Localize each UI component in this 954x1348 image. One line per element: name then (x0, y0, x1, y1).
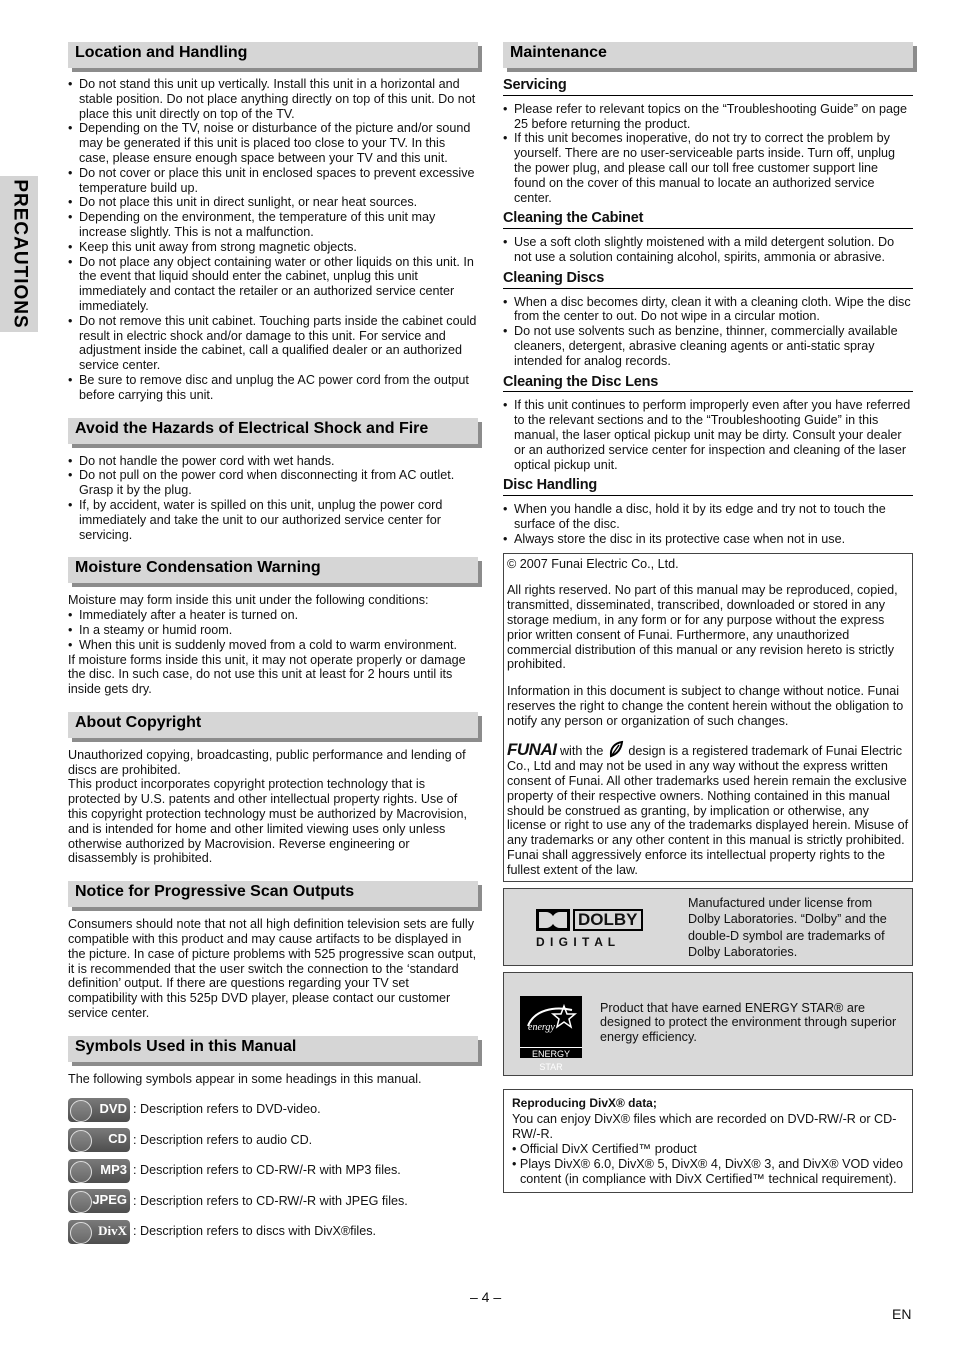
list-item: • Do not remove this unit cabinet. Touching parts inside the cabinet could result in electric shock and/or damage to this unit. For service and adjustment inside the cabinet, call a qualified dealer or an authorized service center. (68, 314, 478, 373)
divx-badge-icon: DivX (68, 1220, 130, 1244)
double-d-icon (536, 909, 570, 931)
page-number: – 4 – (470, 1289, 502, 1305)
list-item: • In a steamy or humid room. (68, 623, 478, 638)
list-item: • When you handle a disc, hold it by its edge and try not to touch the surface of the disc. (503, 502, 913, 532)
dvd-badge-icon: DVD (68, 1098, 130, 1122)
list-item: • If, by accident, water is spilled on this unit, unplug the power cord immediately and take the unit to our authorized service center for servicing. (68, 498, 478, 542)
list-item: • Keep this unit away from strong magnetic objects. (68, 240, 478, 255)
subheading-lens: Cleaning the Disc Lens (503, 375, 913, 393)
left-column (68, 42, 478, 1247)
legal-para3: FUNAI with the design is a registered trademark of Funai Electric Co., Ltd and may not be used in any way without the express written consent of Funai. All other trademarks used herein remain the exclusive property of their respective owners. Nothing contained in this manual should be construed as granting, by implication or otherwise, any license or right to use any of the trademarks displayed herein. Misuse of any trademarks or any other content in this manual is strictly prohibited. Funai shall aggressively enforce its intellectual property rights to the fullest extent of the law. (507, 740, 909, 877)
energy-star-logo: energy ENERGY STAR (520, 996, 582, 1058)
dolby-logo: DOLBY D I G I T A L (536, 909, 651, 950)
energy-text: Product that have earned ENERGY STAR® are designed to protect the environment through superior energy efficiency. (600, 1000, 897, 1045)
symbol-row-mp3: MP3 : Description refers to CD-RW/-R with MP3 files. (68, 1156, 478, 1187)
list-item: • When a disc becomes dirty, clean it with a cleaning cloth. Wipe the disc from the center to out. Do not wipe in a circular motion. (503, 295, 913, 325)
svg-text:energy: energy (528, 1021, 555, 1033)
list-item: • Immediately after a heater is turned on. (68, 608, 478, 623)
symbol-row-jpeg: JPEG : Description refers to CD-RW/-R with JPEG files. (68, 1186, 478, 1217)
side-tab-label: PRECAUTIONS (9, 179, 31, 329)
list-item: • Use a soft cloth slightly moistened with a mild detergent solution. Do not use a solution containing alcohol, spirits, ammonia or abrasive. (503, 235, 913, 265)
list-item: • Always store the disc in its protective case when not in use. (503, 532, 913, 547)
list-item: • Do not handle the power cord with wet hands. (68, 454, 478, 469)
subheading-discs: Cleaning Discs (503, 271, 913, 289)
section-header-moisture: Moisture Condensation Warning (68, 557, 478, 583)
mp3-badge-icon: MP3 (68, 1159, 130, 1183)
subheading-cabinet: Cleaning the Cabinet (503, 211, 913, 229)
lens-list (503, 398, 913, 472)
progressive-text: Consumers should note that not all high definition television sets are fully compatible with this product and may cause artifacts to be displayed in the picture. In case of picture problems with 525 progressive scan output, it is recommended that the user switch the connection to the ‘standard definition’ output. If there are questions regarding your TV set compatibility with this 525p DVD player, please contact our customer service center. (68, 917, 477, 1021)
servicing-list (503, 102, 913, 206)
section-header-hazards: Avoid the Hazards of Electrical Shock and Fire (68, 418, 478, 444)
cabinet-list (503, 235, 913, 265)
energy-box (503, 972, 913, 1076)
divx-title: Reproducing DivX® data; (512, 1095, 657, 1110)
moisture-outro: If moisture forms inside this unit, it may not operate properly or damage the disc. In such case, do not use this unit at least for 2 hours until its inside gets dry. (68, 652, 466, 697)
dolby-box (503, 888, 913, 966)
funai-logo: FUNAI (507, 740, 557, 760)
handling-list (503, 502, 913, 546)
moisture-intro: Moisture may form inside this unit under the following conditions: (68, 593, 429, 608)
legal-box (503, 553, 913, 882)
subheading-servicing: Servicing (503, 78, 913, 96)
divx-intro: You can enjoy DivX® files which are recorded on DVD-RW/-R or CD-RW/-R. (512, 1112, 897, 1142)
energy-star-icon (520, 996, 582, 1044)
symbols-list (68, 1095, 478, 1248)
divx-item: • Plays DivX® 6.0, DivX® 5, DivX® 4, DivX® 3, and DivX® VOD video content (in compliance with DivX Certified™ technical requirement). (512, 1156, 903, 1186)
section-header-maintenance: Maintenance (503, 42, 913, 68)
list-item: • Depending on the TV, noise or disturbance of the picture and/or sound may be generated if this unit is placed too close to your TV. In this case, please ensure enough space between your TV and this unit. (68, 121, 478, 165)
subheading-handling: Disc Handling (503, 478, 913, 496)
divx-item: • Official DivX Certified™ product (512, 1142, 697, 1157)
section-header-symbols: Symbols Used in this Manual (68, 1036, 478, 1062)
jpeg-badge-icon: JPEG (68, 1189, 130, 1213)
legal-with-the: with the (559, 744, 604, 759)
symbol-row-cd: CD : Description refers to audio CD. (68, 1125, 478, 1156)
list-item: • Please refer to relevant topics on the “Troubleshooting Guide” on page 25 before returning the product. (503, 102, 913, 132)
legal-para1: All rights reserved. No part of this manual may be reproduced, copied, transmitted, disseminated, transcribed, downloaded or stored in any storage medium, in any form or for any purpose without the express prior written consent of Funai. Furthermore, any unauthorized commercial distribution of this manual or any revision hereto is strictly prohibited. (507, 583, 898, 672)
discs-list (503, 295, 913, 369)
list-item: • Do not place this unit in direct sunlight, or near heat sources. (68, 195, 478, 210)
legal-line1: © 2007 Funai Electric Co., Ltd. (507, 556, 679, 571)
list-item: • Do not stand this unit up vertically. Install this unit in a horizontal and stable position. Do not place anything directly on top of this unit. Do not place this unit directly on top of the TV. (68, 77, 478, 121)
copyright-text1: Unauthorized copying, broadcasting, public performance and lending of discs are prohibited. (68, 747, 466, 777)
cd-badge-icon: CD (68, 1128, 130, 1152)
location-list (68, 77, 478, 403)
symbol-row-dvd: DVD : Description refers to DVD-video. (68, 1095, 478, 1126)
list-item: • Do not pull on the power cord when disconnecting it from AC outlet. Grasp it by the plug. (68, 468, 478, 498)
divx-box (503, 1089, 913, 1194)
copyright-text2: This product incorporates copyright protection technology that is protected by U.S. patents and other intellectual property rights. Use of this copyright protection technology must be authorized by Macrovision, and is intended for home and other limited viewing uses only unless otherwise authorized by Macrovision. Reverse engineering or disassembly is prohibited. (68, 777, 468, 866)
hazards-list (68, 454, 478, 543)
list-item: • When this unit is suddenly moved from a cold to warm environment. (68, 638, 478, 653)
list-item: • Do not cover or place this unit in enclosed spaces to prevent excessive temperature build up. (68, 166, 478, 196)
section-header-progressive: Notice for Progressive Scan Outputs (68, 881, 478, 907)
list-item: • Depending on the environment, the temperature of this unit may increase slightly. This is not a malfunction. (68, 210, 478, 240)
symbol-row-divx: DivX : Description refers to discs with DivX®files. (68, 1217, 478, 1248)
list-item: • Do not place any object containing water or other liquids on this unit. In the event that liquid should enter the cabinet, unplug this unit immediately and contact the retailer or an authorized service center immediately. (68, 255, 478, 314)
list-item: • If this unit continues to perform improperly even after you have referred to the relevant sections and to the “Troubleshooting Guide” in this manual, the laser optical pickup unit may be dirty. Consult your dealer or an authorized service center for inspection and cleaning of the laser optical pickup unit. (503, 398, 913, 472)
list-item: • Do not use solvents such as benzine, thinner, commercially available cleaners, detergent, abrasive cleaning agents or anti-static spray intended for analog records. (503, 324, 913, 368)
list-item: • If this unit becomes inoperative, do not try to correct the problem by yourself. There are no user-serviceable parts inside. Turn off, unplug the power plug, and please call our toll free customer support line found on the cover of this manual to locate an authorized service center. (503, 131, 913, 205)
legal-para2: Information in this document is subject to change without notice. Funai reserves the right to change the content herein without the obligation to notify any person or organization of such changes. (507, 684, 904, 728)
dolby-text: Manufactured under license from Dolby Laboratories. “Dolby” and the double-D symbol are trademarks of Dolby Laboratories. (688, 895, 887, 960)
moisture-list (68, 608, 478, 652)
right-column (503, 42, 913, 1193)
side-tab (0, 176, 38, 332)
section-header-copyright: About Copyright (68, 712, 478, 738)
section-header-location: Location and Handling (68, 42, 478, 68)
language-code: EN (892, 1306, 912, 1322)
funai-leaf-icon (607, 740, 625, 758)
list-item: • Be sure to remove disc and unplug the AC power cord from the output before carrying this unit. (68, 373, 478, 403)
symbols-intro: The following symbols appear in some headings in this manual. (68, 1071, 422, 1086)
